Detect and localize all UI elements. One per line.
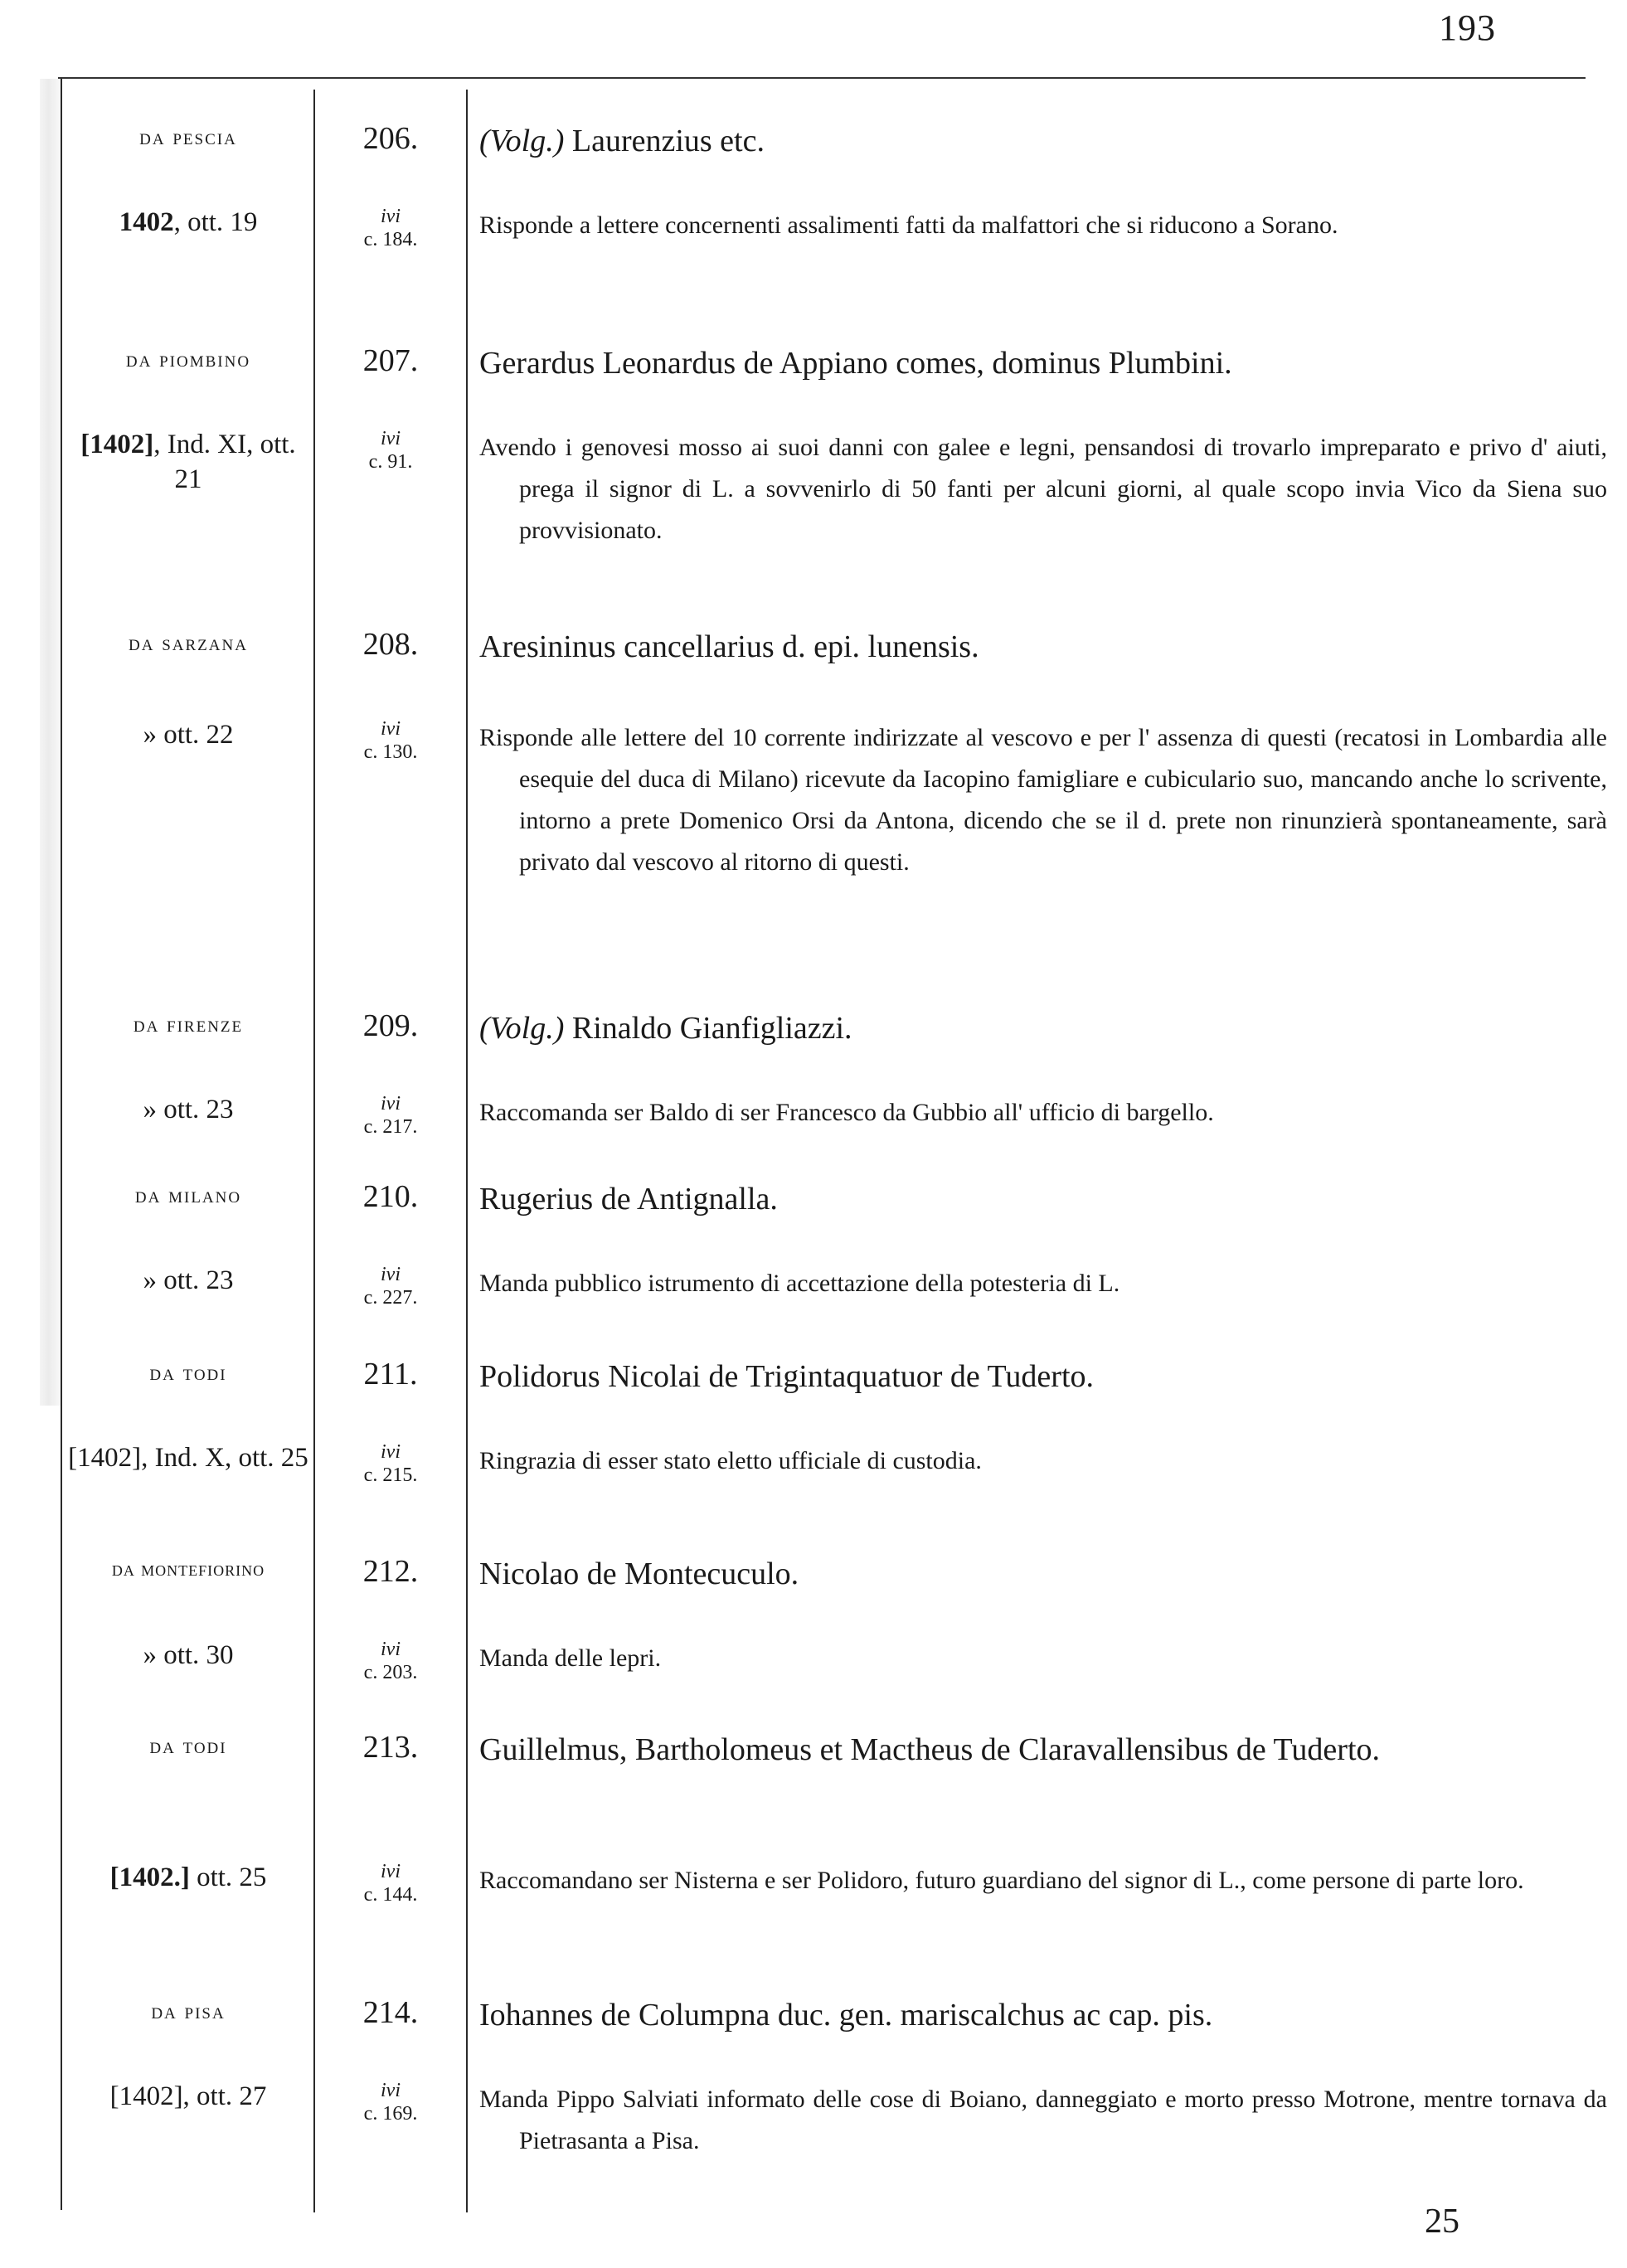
entry-date: [65, 427, 312, 497]
ref-ivi: ivi: [381, 428, 401, 449]
date-rest: , Ind. XI, ott. 21: [153, 430, 296, 494]
correspondent: [479, 1553, 1567, 1595]
archive-reference: [317, 205, 464, 251]
entry-summary: Manda delle lepri.: [479, 1644, 662, 1672]
archive-reference: [317, 1092, 464, 1139]
correspondent-name: Gerardus Leonardus de Appiano comes, dominus Plumbini.: [479, 346, 1232, 381]
top-rule: [58, 77, 1586, 79]
date-rest: , ott. 19: [173, 207, 258, 237]
place-name: da montefiorino: [111, 1558, 265, 1581]
entry-number: 210.: [362, 1179, 419, 1214]
ref-ivi: ivi: [381, 718, 401, 740]
entry-summary: Manda pubblico istrumento di accettazione della potesteria di L.: [479, 1270, 1120, 1297]
entry-date: [65, 1092, 312, 1127]
entry-date: [65, 205, 312, 240]
date-year: [1402]: [80, 430, 154, 459]
date-rest: » ott. 30: [143, 1640, 234, 1670]
place-name: da sarzana: [129, 630, 248, 655]
correspondent: [479, 1356, 1567, 1397]
entry-summary: Risponde alle lettere del 10 corrente indirizzate al vescovo e per l' assenza di questi (recatosi in Lombardia alle esequie del duca di Milano) ricevute da Iacopino famigliare e cubiculario suo, mancando anche lo scrivente, intorno a prete Domenico Orsi da Antona, dicendo che se il d. prete non rinunzierà spontaneamente, sarà privato dal vescovo al ritorno di questi.: [479, 724, 1607, 876]
ref-folio: c. 169.: [363, 2103, 418, 2125]
entry-number: 207.: [362, 343, 419, 378]
entry-date: [65, 2079, 312, 2114]
archive-reference: [317, 1860, 464, 1906]
archive-reference: [317, 1263, 464, 1309]
entry-number: 211.: [363, 1357, 418, 1391]
entry-number: 212.: [362, 1554, 419, 1589]
ref-folio: c. 203.: [363, 1662, 418, 1683]
correspondent: [479, 1178, 1567, 1220]
correspondent-name: Guillelmus, Bartholomeus et Mactheus de Claravallensibus de Tuderto.: [479, 1732, 1381, 1767]
date-rest: [1402], ott. 27: [109, 2081, 267, 2111]
archive-reference: [317, 427, 464, 474]
entry-date: [65, 1860, 312, 1895]
entry-number: 208.: [362, 627, 419, 662]
place-name: da pisa: [151, 1998, 226, 2023]
place-name: da pescia: [139, 124, 237, 149]
ref-folio: c. 184.: [363, 229, 418, 250]
correspondent: [479, 1994, 1567, 2036]
date-rest: » ott. 23: [143, 1265, 234, 1295]
correspondent: [479, 626, 1567, 668]
column-divider-place-number: [313, 90, 315, 2212]
ref-ivi: ivi: [381, 2080, 401, 2101]
entry-summary: Raccomanda ser Baldo di ser Francesco da Gubbio all' ufficio di bargello.: [479, 1099, 1214, 1126]
entry-date: [65, 717, 312, 752]
place-name: da todi: [149, 1360, 227, 1385]
entry-summary: Ringrazia di esser stato eletto ufficiale di custodia.: [479, 1447, 982, 1474]
date-year: [1402.]: [109, 1862, 190, 1892]
entry-number: 214.: [362, 1995, 419, 2030]
ref-ivi: ivi: [381, 1441, 401, 1463]
correspondent: [479, 1008, 1567, 1049]
correspondent-name: Iohannes de Columpna duc. gen. mariscalchus ac cap. pis.: [479, 1998, 1213, 2032]
date-year: 1402: [119, 207, 174, 237]
correspondent: [479, 1729, 1567, 1770]
ref-folio: c. 91.: [368, 451, 413, 473]
place-name: da milano: [134, 1183, 242, 1207]
volgare-marker: (Volg.): [479, 124, 565, 158]
entry-summary: Manda Pippo Salviati informato delle cose di Boiano, danneggiato e morto presso Motrone, mentre tornava da Pietrasanta a Pisa.: [479, 2086, 1607, 2154]
scan-shadow: [40, 79, 61, 1406]
ref-folio: c. 144.: [363, 1884, 418, 1906]
date-rest: » ott. 23: [143, 1095, 234, 1124]
place-name: da piombino: [125, 347, 251, 372]
page-number: 193: [1439, 7, 1496, 48]
column-divider-number-text: [466, 90, 468, 2212]
ref-ivi: ivi: [381, 1861, 401, 1882]
archive-reference: [317, 2079, 464, 2125]
ref-ivi: ivi: [381, 1264, 401, 1285]
ref-ivi: ivi: [381, 1093, 401, 1115]
signature-mark: 25: [1425, 2202, 1459, 2241]
archive-reference: [317, 1638, 464, 1684]
ref-folio: c. 130.: [363, 741, 418, 763]
ref-folio: c. 215.: [363, 1464, 418, 1486]
entry-date: [65, 1263, 312, 1298]
correspondent: [479, 120, 1567, 162]
correspondent-name: Nicolao de Montecuculo.: [479, 1557, 799, 1591]
ref-folio: c. 217.: [363, 1116, 418, 1138]
date-rest: [1402], Ind. X, ott. 25: [68, 1443, 308, 1473]
volgare-marker: (Volg.): [479, 1011, 565, 1046]
entry-summary: Avendo i genovesi mosso ai suoi danni con galee e legni, pensandosi di trovarlo impreparato e privo d' aiuti, prega il signor di L. a sovvenirlo di 50 fanti per alcuni giorni, al quale scopo invia Vico da Siena suo provvisionato.: [479, 434, 1607, 544]
table-left-border: [61, 79, 62, 2210]
archive-reference: [317, 1440, 464, 1487]
correspondent-name: Rugerius de Antignalla.: [479, 1182, 778, 1217]
date-rest: ott. 25: [189, 1862, 267, 1892]
correspondent-name: Rinaldo Gianfigliazzi.: [564, 1011, 852, 1046]
correspondent-name: Laurenzius etc.: [564, 124, 765, 158]
date-rest: » ott. 22: [143, 720, 234, 750]
entry-number: 206.: [362, 121, 419, 156]
entry-number: 213.: [362, 1730, 419, 1765]
entry-summary: Raccomandano ser Nisterna e ser Polidoro, futuro guardiano del signor di L., come persone di parte loro.: [479, 1867, 1524, 1894]
ref-folio: c. 227.: [363, 1287, 418, 1309]
place-name: da firenze: [133, 1012, 244, 1037]
archive-reference: [317, 717, 464, 764]
entry-date: [65, 1440, 312, 1475]
place-name: da todi: [149, 1733, 227, 1758]
correspondent-name: Aresininus cancellarius d. epi. lunensis.: [479, 629, 979, 664]
entry-number: 209.: [362, 1008, 419, 1043]
entry-summary: Risponde a lettere concernenti assalimenti fatti da malfattori che si riducono a Sorano.: [479, 211, 1338, 239]
ref-ivi: ivi: [381, 1639, 401, 1660]
entry-date: [65, 1638, 312, 1673]
ref-ivi: ivi: [381, 206, 401, 227]
correspondent: [479, 342, 1567, 384]
correspondent-name: Polidorus Nicolai de Trigintaquatuor de Tuderto.: [479, 1359, 1094, 1394]
